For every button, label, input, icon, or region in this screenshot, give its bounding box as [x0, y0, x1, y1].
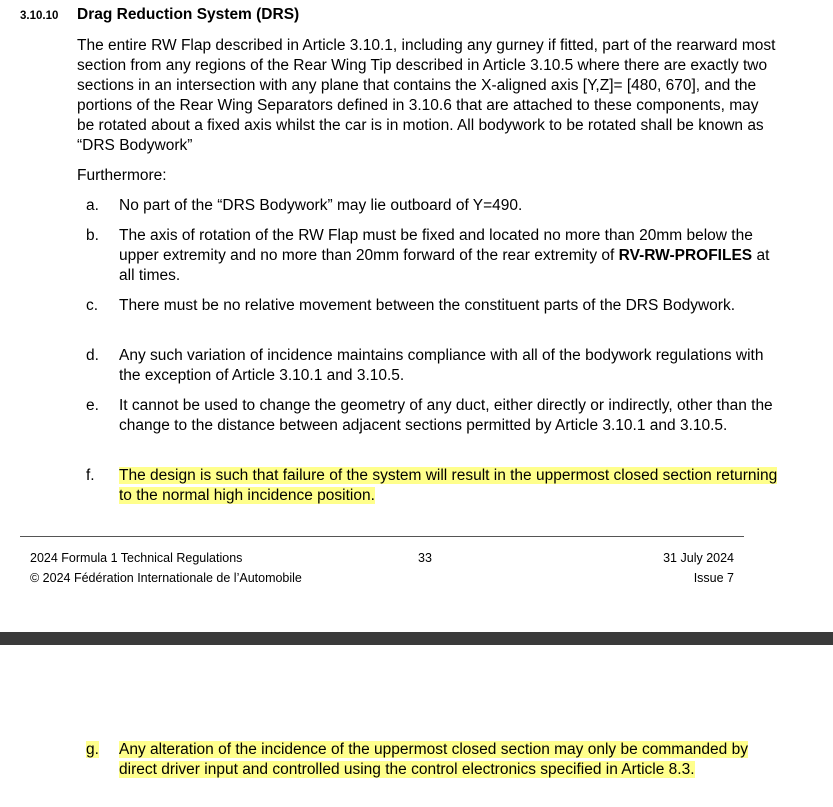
- list-item-text-part: The axis of rotation of the RW Flap must be fixed and located no more than 20mm below the upper extremity and no more than 20mm forward of the rear extremity of: [119, 227, 753, 264]
- profile-name-bold: RV-RW-PROFILES: [618, 247, 753, 264]
- footer-page-number: 33: [418, 551, 432, 565]
- section-number: 3.10.10: [20, 10, 59, 22]
- list-item-text: It cannot be used to change the geometry of any duct, either directly or indirectly, other than the change to the distance between adjacent sections permitted by Article 3.10.1 and 3.10.5.: [119, 397, 773, 434]
- highlighted-text: The design is such that failure of the system will result in the uppermost closed section returning to the normal high incidence position.: [119, 467, 778, 504]
- section-title: Drag Reduction System (DRS): [77, 6, 300, 23]
- list-item-f: [86, 466, 786, 506]
- section-heading: [20, 6, 299, 24]
- footer-left: [30, 548, 302, 588]
- list-item-text: [119, 226, 779, 286]
- list-item-text: Any such variation of incidence maintains compliance with all of the bodywork regulations with the exception of Article 3.10.1 and 3.10.5.: [119, 347, 764, 384]
- list-item-text: There must be no relative movement between the constituent parts of the DRS Bodywork.: [119, 297, 736, 314]
- footer-doc-title: 2024 Formula 1 Technical Regulations: [30, 551, 243, 565]
- furthermore-label: Furthermore:: [77, 167, 167, 184]
- list-item-letter: [86, 740, 119, 780]
- list-item-letter: e.: [86, 397, 99, 414]
- list-item-d: [86, 346, 786, 386]
- list-item-letter: c.: [86, 297, 99, 314]
- list-item-a: [86, 196, 786, 216]
- list-item-text-part: at all times.: [119, 247, 770, 284]
- highlighted-letter: g.: [86, 741, 99, 758]
- footer-copyright: © 2024 Fédération Internationale de l’Automobile: [30, 571, 302, 585]
- list-item-g: [86, 740, 786, 780]
- footer-rule: [20, 536, 744, 537]
- list-item-text: [119, 466, 779, 506]
- list-item-letter: f.: [86, 467, 95, 484]
- footer-date: 31 July 2024: [663, 551, 734, 565]
- page-divider: [0, 632, 833, 645]
- list-item-text: [119, 740, 779, 780]
- list-item-b: [86, 226, 786, 286]
- list-item-letter: b.: [86, 227, 99, 244]
- list-item-text: No part of the “DRS Bodywork” may lie outboard of Y=490.: [119, 197, 523, 214]
- next-document-page: [0, 645, 833, 807]
- footer-issue: Issue 7: [693, 571, 734, 585]
- list-item-letter: d.: [86, 347, 99, 364]
- intro-paragraph: The entire RW Flap described in Article 3.10.1, including any gurney if fitted, part of the rearward most section from any regions of the Rear Wing Tip described in Article 3.10.5 where there are exactly two sections in an intersection with any plane that contains the X-aligned axis [Y,Z]= [480, 670], and the portions of the Rear Wing Separators defined in 3.10.6 that are attached to these components, may be rotated about a fixed axis whilst the car is in motion. All bodywork to be rotated shall be known as “DRS Bodywork”: [77, 37, 776, 154]
- highlighted-text: Any alteration of the incidence of the uppermost closed section may only be commanded by direct driver input and controlled using the control electronics specified in Article 8.3.: [119, 741, 748, 778]
- list-item-e: [86, 396, 786, 436]
- footer-right: [663, 548, 734, 588]
- list-item-c: [86, 296, 786, 316]
- list-item-letter: a.: [86, 197, 99, 214]
